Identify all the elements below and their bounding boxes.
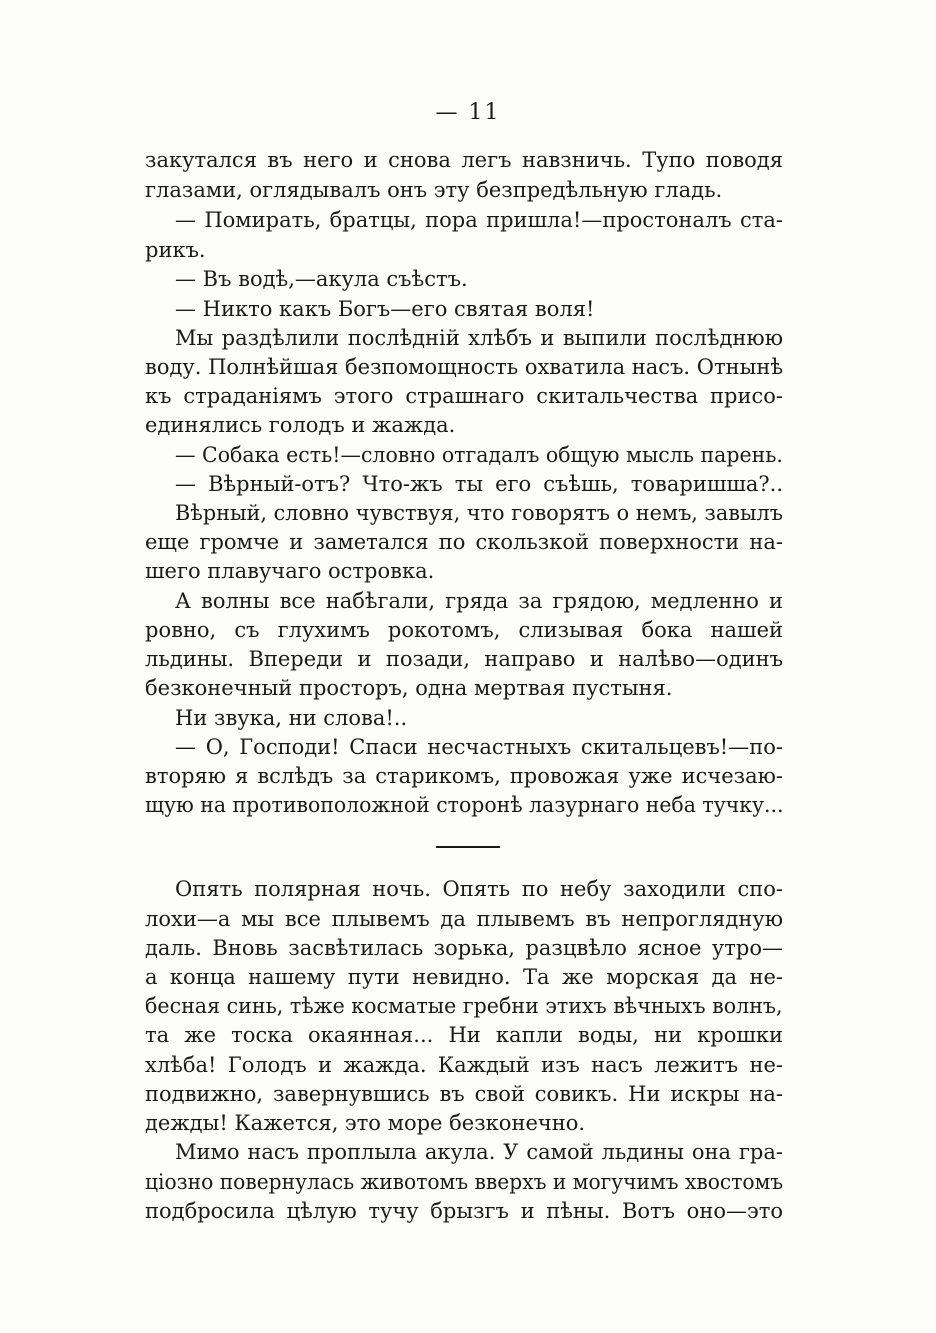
text-line: щую на противоположной сторонѣ лазурнаго неба тучку...: [145, 793, 784, 817]
text-line: хлѣба! Голодъ и жажда. Каждый изъ насъ лежитъ не-: [145, 1053, 783, 1077]
text-line: ровно, съ глухимъ рокотомъ, слизывая бока нашей: [145, 618, 783, 642]
text-line: — Въ водѣ,—акула съѣстъ.: [175, 267, 468, 291]
text-line: — Собака есть!—словно отгадалъ общую мысль парень.: [175, 443, 783, 467]
text-line: единялись голодъ и жажда.: [145, 413, 456, 437]
text-line: Опять полярная ночь. Опять по небу заходили спо-: [175, 877, 783, 901]
page-number: — 11: [435, 100, 501, 125]
text-line: шего плавучаго островка.: [145, 559, 435, 583]
text-line: даль. Вновь засвѣтилась зорька, разцвѣло ясное утро—: [145, 936, 783, 960]
text-line: Мимо насъ проплыла акула. У самой льдины она гра-: [175, 1140, 783, 1164]
text-line: а конца нашему пути невидно. Та же морская да не-: [145, 965, 783, 989]
text-line: — Помирать, братцы, пора пришла!—простоналъ ста-: [175, 208, 783, 232]
text-line: льдины. Впереди и позади, направо и налѣво—одинъ: [145, 647, 783, 671]
text-line: Мы раздѣлили послѣдній хлѣбъ и выпили послѣднюю: [175, 326, 783, 350]
section-divider: [436, 846, 500, 848]
text-line: Вѣрный, словно чувствуя, что говорятъ о немъ, завылъ: [175, 501, 783, 525]
text-line: еще громче и заметался по скользкой поверхности на-: [145, 530, 783, 554]
text-line: А волны все набѣгали, гряда за грядою, медленно и: [175, 589, 783, 613]
text-line: воду. Полнѣйшая безпомощность охватила насъ. Отнынѣ: [145, 355, 783, 379]
text-line: ціозно повернулась животомъ вверхъ и могучимъ хвостомъ: [145, 1170, 784, 1194]
text-line: Ни звука, ни слова!..: [175, 706, 408, 730]
text-line: къ страданіямъ этого страшнаго скитальчества присо-: [145, 384, 783, 408]
text-line: подвижно, завернувшись въ свой совикъ. Ни искры на-: [145, 1082, 783, 1106]
text-line: — О, Господи! Спаси несчастныхъ скитальцевъ!—по-: [175, 735, 783, 759]
text-line: — Никто какъ Богъ—его святая воля!: [175, 297, 595, 321]
text-line: подбросила цѣлую тучу брызгъ и пѣны. Вотъ оно—это: [145, 1199, 783, 1223]
text-line: глазами, оглядывалъ онъ эту безпредѣльную гладь.: [145, 178, 723, 202]
text-line: та же тоска окаянная... Ни капли воды, ни крошки: [145, 1023, 783, 1047]
text-line: лохи—а мы все плывемъ да плывемъ въ непроглядную: [145, 907, 783, 931]
text-line: вторяю я вслѣдъ за старикомъ, провожая уже исчезаю-: [145, 764, 783, 788]
text-line: рикъ.: [145, 238, 206, 262]
text-line: — Вѣрный-отъ? Что-жъ ты его съѣшь, товаришша?..: [175, 472, 783, 496]
text-line: дежды! Кажется, это море безконечно.: [145, 1111, 586, 1135]
text-line: бесная синь, тѣже косматые гребни этихъ вѣчныхъ волнъ,: [145, 994, 783, 1018]
text-line: закутался въ него и снова легъ навзничь. Тупо поводя: [145, 148, 783, 172]
text-line: безконечный просторъ, одна мертвая пустыня.: [145, 676, 673, 700]
